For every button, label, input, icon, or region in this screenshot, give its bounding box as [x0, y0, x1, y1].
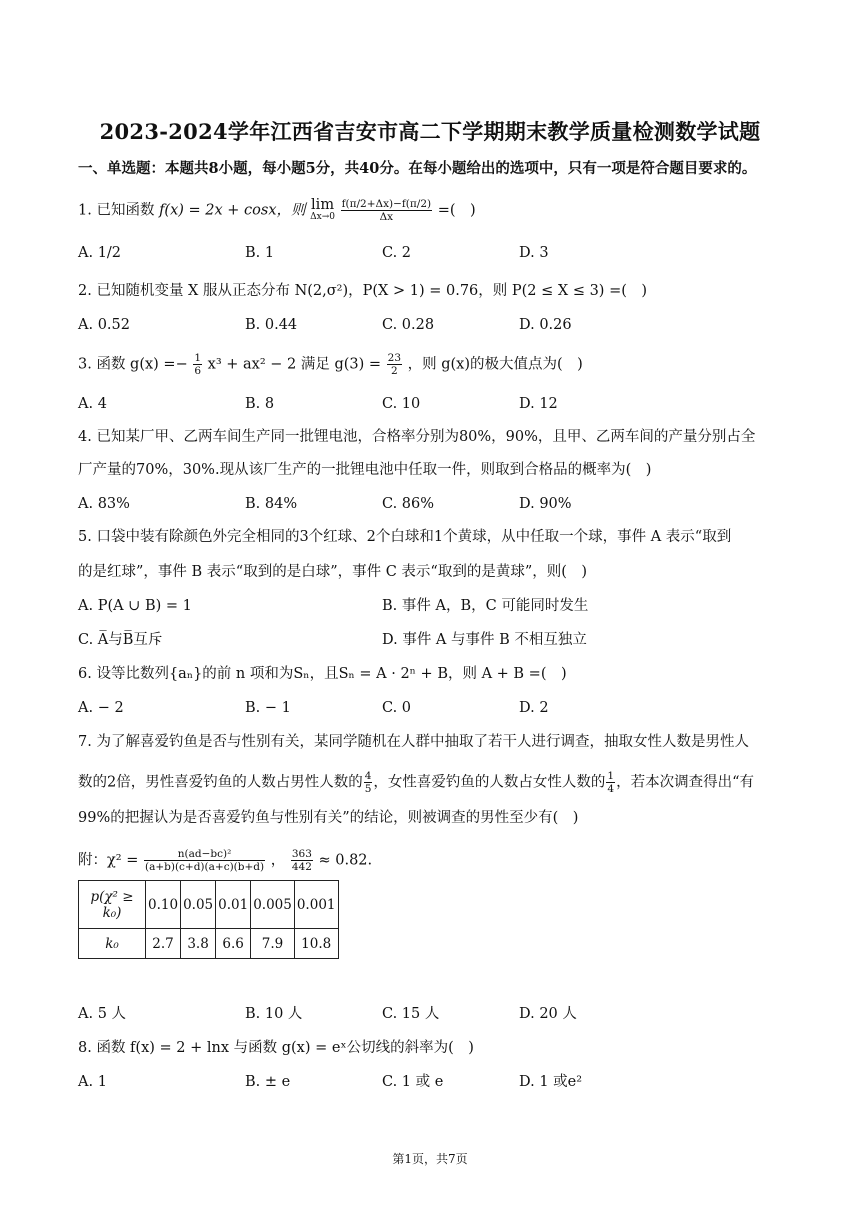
q8-option-a: A. 1: [78, 1074, 107, 1090]
q2-option-b: B. 0.44: [245, 317, 298, 333]
q4-option-d: D. 90%: [519, 496, 572, 512]
q3-f1-num: 1: [194, 352, 202, 364]
question-7-line-3: 99%的把握认为是否喜爱钓鱼与性别有关”的结论，则被调查的男性至少有( ): [78, 810, 579, 826]
page-footer: 第1页，共7页: [392, 1152, 468, 1166]
q3-text-c: ，则 g(x)的极大值点为( ): [407, 356, 583, 373]
q5-option-d: D. 事件 A 与事件 B 不相互独立: [382, 632, 587, 648]
question-4-line-2: 厂产量的70%，30%.现从该厂生产的一批锂电池中任取一件，则取到合格品的概率为( ): [78, 462, 652, 478]
q7-note-c: ≈ 0.82.: [318, 852, 373, 869]
q3-fraction-1: [193, 352, 202, 377]
q1-denominator: Δx: [379, 211, 394, 223]
q2-option-a: A. 0.52: [78, 317, 130, 333]
q1-option-c: C. 2: [382, 245, 412, 261]
table-header-p: p(χ² ≥ k₀): [79, 881, 146, 929]
q7-option-b: B. 10 人: [245, 1006, 303, 1022]
q3-f1-den: 6: [194, 365, 202, 377]
q6-option-c: C. 0: [382, 700, 412, 716]
table-row: [79, 881, 339, 929]
q7-text-c: ，若本次调查得出“有: [616, 774, 755, 791]
q3-text-a: 3. 函数 g(x) =−: [78, 356, 188, 373]
table-cell: 0.001: [294, 881, 338, 929]
q7-text-a: 数的2倍，男性喜爱钓鱼的人数占男性人数的: [78, 774, 363, 791]
q7-ratio-fraction: [291, 848, 313, 873]
q3-option-c: C. 10: [382, 396, 421, 412]
q2-option-c: C. 0.28: [382, 317, 435, 333]
q7-f1-num: 4: [364, 770, 372, 782]
q3-option-d: D. 12: [519, 396, 558, 412]
q3-option-b: B. 8: [245, 396, 275, 412]
question-2: 2. 已知随机变量 X 服从正态分布 N(2,σ²)，P(X > 1) = 0.76，则 P(2 ≤ X ≤ 3) =( ): [78, 283, 648, 299]
q7-note-a: 附：χ² =: [78, 852, 139, 869]
q1-numerator: f(π/2+Δx)−f(π/2): [341, 198, 432, 210]
question-1: [78, 198, 798, 223]
q7-chi-fraction: [144, 848, 265, 873]
table-cell: 0.01: [216, 881, 251, 929]
table-cell: 2.7: [146, 929, 181, 959]
q4-option-c: C. 86%: [382, 496, 435, 512]
q1-suffix: =( ): [437, 202, 476, 219]
q7-ratio-den: 442: [291, 861, 312, 873]
q6-option-a: A. − 2: [78, 700, 124, 716]
q1-fraction: [341, 198, 433, 223]
q1-lim-sub: Δx→0: [310, 212, 335, 222]
table-cell: 0.10: [146, 881, 181, 929]
q1-prefix: 1. 已知函数: [78, 202, 155, 219]
q1-option-b: B. 1: [245, 245, 275, 261]
table-header-k: k₀: [79, 929, 146, 959]
q1-option-a: A. 1/2: [78, 245, 122, 261]
q7-probability-table: [78, 880, 339, 959]
q4-option-a: A. 83%: [78, 496, 130, 512]
q3-fraction-2: [387, 352, 402, 377]
question-8: 8. 函数 f(x) = 2 + lnx 与函数 g(x) = eˣ公切线的斜率为( ): [78, 1040, 474, 1056]
table-cell: 6.6: [216, 929, 251, 959]
q7-fraction-2: [606, 770, 615, 795]
q7-option-a: A. 5 人: [78, 1006, 127, 1022]
q4-option-b: B. 84%: [245, 496, 298, 512]
table-cell: 3.8: [181, 929, 216, 959]
q3-f2-den: 2: [390, 365, 398, 377]
q1-function: f(x) = 2x + cosx，则: [159, 202, 306, 219]
q7-option-d: D. 20 人: [519, 1006, 577, 1022]
q3-f2-num: 23: [387, 352, 402, 364]
question-5-line-1: 5. 口袋中装有除颜色外完全相同的3个红球、2个白球和1个黄球，从中任取一个球，事件 A 表示“取到: [78, 529, 732, 545]
page-title: 2023-2024学年江西省吉安市高二下学期期末教学质量检测数学试题: [99, 119, 761, 144]
q3-option-a: A. 4: [78, 396, 107, 412]
q7-note: [78, 848, 798, 873]
question-7-line-2: [78, 770, 798, 795]
q1-lim-word: lim: [311, 197, 335, 213]
q7-fraction-1: [364, 770, 373, 795]
q5-option-b: B. 事件 A，B，C 可能同时发生: [382, 598, 589, 614]
question-4-line-1: 4. 已知某厂甲、乙两车间生产同一批锂电池，合格率分别为80%，90%，且甲、乙两车间的产量分别占全: [78, 429, 756, 445]
table-cell: 10.8: [294, 929, 338, 959]
table-cell: 7.9: [251, 929, 295, 959]
q2-option-d: D. 0.26: [519, 317, 572, 333]
q8-option-d: D. 1 或e²: [519, 1074, 583, 1090]
q8-option-b: B. ± e: [245, 1074, 291, 1090]
table-cell: 0.005: [251, 881, 295, 929]
q7-f1-den: 5: [364, 783, 372, 795]
q1-limit: [310, 198, 335, 222]
table-row: [79, 929, 339, 959]
q3-text-b: x³ + ax² − 2 满足 g(3) =: [207, 356, 382, 373]
q5-option-c: C. A̅与B̅互斥: [78, 632, 163, 648]
q7-note-b: ，: [270, 852, 286, 869]
q7-option-c: C. 15 人: [382, 1006, 440, 1022]
q1-option-d: D. 3: [519, 245, 549, 261]
q8-option-c: C. 1 或 e: [382, 1074, 444, 1090]
table-cell: 0.05: [181, 881, 216, 929]
q6-option-d: D. 2: [519, 700, 549, 716]
q7-f2-den: 4: [607, 783, 615, 795]
q7-chi-num: n(ad−bc)²: [144, 848, 265, 861]
q6-option-b: B. − 1: [245, 700, 291, 716]
q7-text-b: ，女性喜爱钓鱼的人数占女性人数的: [373, 774, 606, 791]
question-3: [78, 352, 798, 377]
question-5-line-2: 的是红球”，事件 B 表示“取到的是白球”，事件 C 表示“取到的是黄球”，则( ): [78, 564, 588, 580]
q7-f2-num: 1: [607, 770, 615, 782]
q7-chi-den: (a+b)(c+d)(a+c)(b+d): [144, 861, 265, 873]
question-7-line-1: 7. 为了解喜爱钓鱼是否与性别有关，某同学随机在人群中抽取了若干人进行调查，抽取女性人数是男性人: [78, 734, 749, 750]
q7-ratio-num: 363: [291, 848, 312, 860]
q5-option-a: A. P(A ∪ B) = 1: [78, 598, 192, 614]
section-heading: 一、单选题：本题共8小题，每小题5分，共40分。在每小题给出的选项中，只有一项是符合题目要求的。: [78, 160, 757, 177]
question-6: 6. 设等比数列{aₙ}的前 n 项和为Sₙ，且Sₙ = A · 2ⁿ + B，则 A + B =( ): [78, 666, 567, 682]
